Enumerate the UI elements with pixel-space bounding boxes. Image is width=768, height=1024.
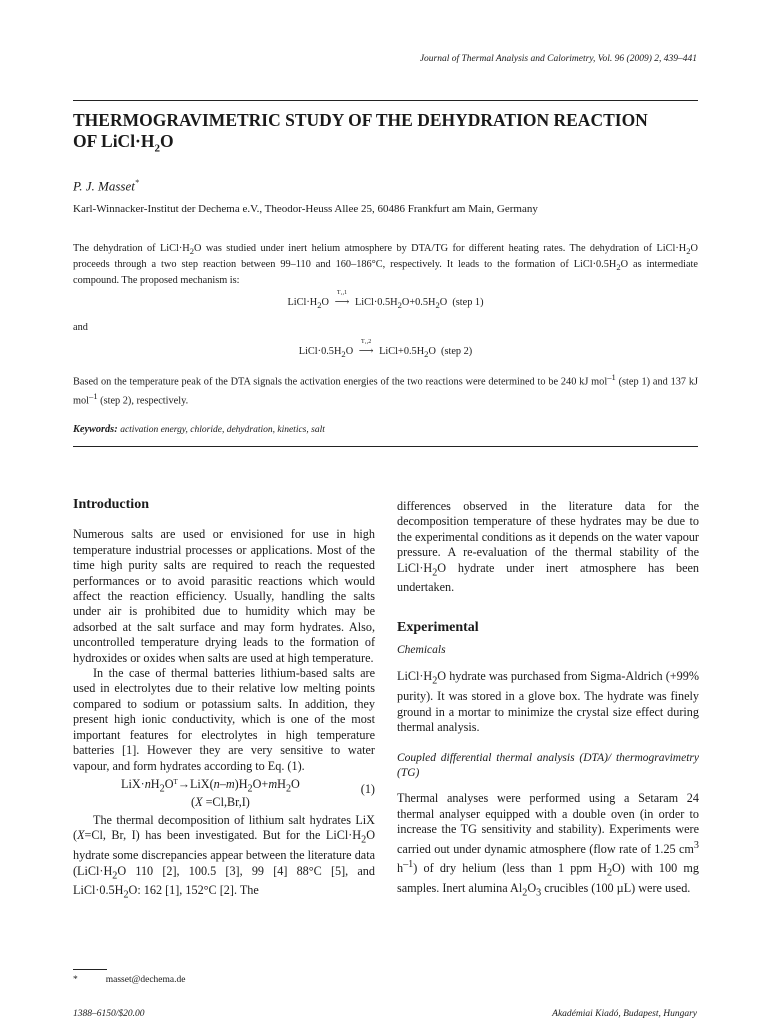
section-heading-experimental: Experimental [397, 619, 479, 635]
footnote: * masset@dechema.de [73, 975, 186, 985]
intro-paragraph-4: differences observed in the literature data for the decomposition temperature of these hydrates may be due to the experimental conditions as it depends on the water vapour pressure. A re-evaluation of the thermal stability of the $LiCl\cdot H_2O$ hydrate under inert atmosphere has been undertaken. [397, 499, 699, 595]
keywords-text: activation energy, chloride, dehydration, kinetics, salt [120, 425, 325, 435]
dta-tg-paragraph: Thermal analyses were performed using a Setaram 24 thermal analyser equipped with a double oven (in order to increase the TG sensitivity and stability). Experiments were carried out under dynamic atmosphere (flow rate of 1.25 $cm^3$ $h^{-1}$) of dry helium (less than 1 ppm $H_2O$) with 100 mg samples. Inert alumina $Al_2O_3$ crucibles (100 µL) were used. [397, 791, 699, 899]
equation-number: (1) [360, 781, 375, 796]
intro-paragraph-1: Numerous salts are used or envisioned for use in high temperature industrial processes or applications. Most of the time high purity salts are required to reach the requested performances or to avoid parasitic reactions which would affect the reaction efficiency. Usually, handling the salts under air is prohibited due to humidity which may be adsorbed at the salt surface and may form hydrates. Also, uncontrolled temperature drying leads to the formation of hydroxides or oxides when salts are used at high temperature. [73, 527, 375, 665]
affiliation: Karl-Winnacker-Institut der Dechema e.V., Theodor-Heuss Allee 25, 60486 Frankfurt am Main, Germany [73, 203, 538, 215]
abstract [73, 242, 698, 288]
section-heading-introduction: Introduction [73, 497, 149, 512]
abstract-equation-2: $LiCl\cdot 0.5H_2O$ T₁,2 ⟶ $LiCl+0.5H_2O$ (step 2) [298, 339, 473, 360]
footer-issn-price: 1388–6150/$20.00 [73, 1009, 145, 1019]
left-column [73, 497, 375, 903]
abstract-equation-1: $LiCl\cdot H_2O$ T₁,1 ⟶ $LiCl\cdot 0.5H_2O+0.5H_2O$ (step 1) [287, 290, 484, 311]
subheading-dta-tg: Coupled differential thermal analysis (DTA)/ thermogravimetry (TG) [397, 752, 699, 780]
journal-header: Journal of Thermal Analysis and Calorimetry, Vol. 96 (2009) 2, 439–441 [419, 54, 697, 64]
footnote-email[interactable]: masset@dechema.de [105, 975, 186, 985]
reaction-arrow-icon: T₁,1 ⟶ [334, 290, 350, 308]
title-line-1: THERMOGRAVIMETRIC STUDY OF THE DEHYDRATION REACTION [73, 110, 648, 130]
reaction-arrow-icon: T₁,2 ⟶ [358, 339, 374, 357]
intro-paragraph-3: The thermal decomposition of lithium salt hydrates LiX (X=Cl, Br, I) has been investigated. But for the $LiCl\cdot H_2O$ hydrate some discrepancies appear between the literature data ($LiCl\cdot H_2O$ 110 [2], 100.5 [3], 99 [4] 88°C [5], and $LiCl\cdot 0.5H_2O$: 162 [1], 152°C [2]. The [73, 812, 375, 901]
equation-1: $LiX\cdot nH_2O^T\to LiX(n-m)H_2O+mH_2O$ (1) (X =Cl,Br,I) [121, 776, 375, 809]
subheading-chemicals: Chemicals [397, 644, 446, 657]
paper-title [73, 110, 698, 160]
abstract-para-2: Based on the temperature peak of the DTA signals the activation energies of the two reactions were determined to be 240 kJ mol$^{-1}$ (step 1) and 137 kJ mol$^{-1}$ (step 2), respectively. [73, 372, 698, 407]
keywords [73, 424, 325, 435]
abstract-para-1: The dehydration of $LiCl\cdot H_2O$ was studied under inert helium atmosphere by DTA/TG for different heating rates. The dehydration of $LiCl\cdot H_2O$ proceeds through a two step reaction between 99–110 and 160–186°C, respectively. It leads to the formation of $LiCl\cdot 0.5H_2O$ as intermediate compound. The proposed mechanism is: [73, 243, 698, 287]
footnote-rule [73, 969, 107, 970]
abstract-and: and [73, 322, 88, 333]
header-rule [73, 100, 698, 101]
right-column [397, 499, 699, 901]
abstract-rule [73, 446, 698, 447]
intro-paragraph-2: In the case of thermal batteries lithium-based salts are used in electrolytes due to their relative low melting points compared to sodium or potassium salts. In addition, they present high ionic conductivity, which is one of the most important features for electrolytes in high temperature batteries [1]. However they are very sensitive to water vapour, and form hydrates according to Eq. (1). [73, 666, 375, 773]
title-line-2: OF $LiCl\cdot H_2O$ [73, 131, 174, 155]
author-name: P. J. Masset* [73, 178, 139, 194]
footer-publisher: Akadémiai Kiadó, Budapest, Hungary [552, 1009, 697, 1019]
chemicals-paragraph: $LiCl\cdot H_2O$ hydrate was purchased from Sigma-Aldrich (+99% purity). It was stored in a glove box. The hydrate was finely ground in a mortar to minimize the crystal size effect during thermal analysis. [397, 669, 699, 734]
keywords-label: Keywords: [73, 424, 118, 435]
